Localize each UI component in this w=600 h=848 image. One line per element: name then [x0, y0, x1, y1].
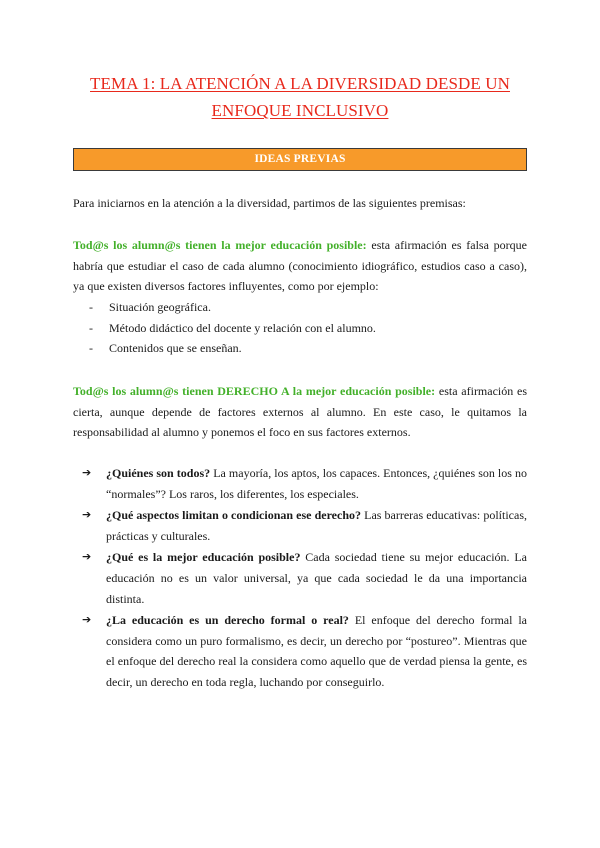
list-item [89, 297, 519, 318]
arrow-right-icon: ➔ [82, 613, 92, 627]
premise-2-highlight: Tod@s los alumn@s tienen DERECHO A la mejor educación posible: [73, 384, 436, 398]
document-title [60, 70, 540, 124]
answer-text: Las barreras educativas: políticas, prácticas y culturales. [106, 508, 527, 543]
question-item [73, 547, 527, 609]
questions-list [73, 463, 527, 694]
answer-text: El enfoque del derecho formal la considera como un puro formalismo, es decir, un derecho por “postureo”. Mientras que el enfoque del derecho real la considera como aquello que de verdad piensa la gente, es decir, un derecho en toda regla, luchando por conseguirlo. [106, 613, 528, 689]
answer-text: La mayoría, los aptos, los capaces. Entonces, ¿quiénes son los no “normales”? Los raros, los diferentes, los especiales. [106, 466, 527, 501]
arrow-right-icon: ➔ [82, 508, 92, 522]
arrow-right-icon: ➔ [82, 466, 92, 479]
question-item [73, 505, 527, 546]
premise-1-highlight: Tod@s los alumn@s tienen la mejor educación posible: [73, 238, 367, 252]
dash-bullet: - [89, 320, 93, 335]
title-line-1: TEMA 1: LA ATENCIÓN A LA DIVERSIDAD DESDE UN [90, 74, 510, 93]
question-text: ¿La educación es un derecho formal o real? [106, 613, 349, 628]
premise-2-text: esta afirmación es cierta, aunque depende de factores externos al alumno. En este caso, le quitamos la responsabilidad al alumno y ponemos el foco en sus factores externos. [73, 384, 527, 440]
list-item-text: Contenidos que se enseñan. [109, 341, 242, 356]
arrow-right-icon: ➔ [82, 550, 92, 564]
question-item [73, 610, 527, 692]
answer-text: Cada sociedad tiene su mejor educación. La educación no es un valor universal, ya que cada sociedad le da una importancia distinta. [106, 550, 528, 606]
premise-paragraph-1 [73, 235, 527, 297]
dash-bullet: - [89, 341, 93, 356]
section-banner: IDEAS PREVIAS [73, 148, 527, 171]
list-item [89, 338, 519, 359]
question-text: ¿Quiénes son todos? [106, 466, 211, 480]
question-text: ¿Qué es la mejor educación posible? [106, 550, 301, 565]
title-line-2: ENFOQUE INCLUSIVO [211, 101, 389, 120]
premise-paragraph-2 [73, 381, 527, 443]
question-text: ¿Qué aspectos limitan o condicionan ese derecho? [106, 508, 362, 523]
list-item-text: Situación geográfica. [109, 300, 211, 314]
dash-bullet: - [89, 300, 93, 314]
list-item-text: Método didáctico del docente y relación con el alumno. [109, 320, 376, 335]
factors-list [89, 297, 519, 359]
premise-1-text: esta afirmación es falsa porque habría que estudiar el caso de cada alumno (conocimiento idiográfico, estudios caso a caso), ya que existen diversos factores influyentes, como por ejemplo: [73, 238, 527, 294]
question-item [73, 463, 527, 504]
intro-paragraph: Para iniciarnos en la atención a la diversidad, partimos de las siguientes premisas: [73, 196, 466, 210]
list-item [89, 318, 519, 339]
